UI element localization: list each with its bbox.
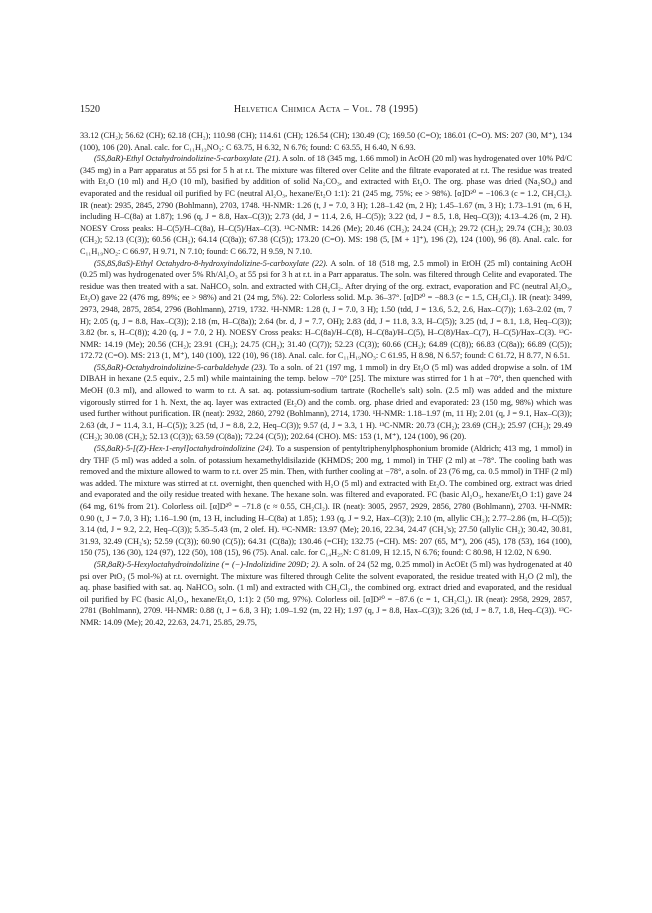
paragraph-compound-24 (80, 443, 572, 559)
article-body (80, 130, 572, 629)
compound-title: (5R,8aR)-5-Hexyloctahydroindolizine (= (−)-Indolizidine 209D; 2). (94, 559, 321, 569)
paragraph-compound-23 (80, 362, 572, 443)
paragraph-text: A soln. of 18 (345 mg, 1.66 mmol) in AcOH (20 ml) was hydrogenated over 10% Pd/C (345 mg) in a Parr apparatus at 55 psi for 5 h at r.t. The mixture was filtered over Celite and the filtrate evaporated at r.t. The residue was treated with Et₂O (10 ml) and H₂O (10 ml), basified by addition of solid Na₂CO₃, and extracted with Et₂O. The org. phase was dried (Na₂SO₄) and evaporated and the residual oil purified by FC (neutral Al₂O₃, hexane/Et₂O 1:1): 21 (245 mg, 75%; ee > 98%). [α]D²⁰ = −106.3 (c = 1.2, CH₂Cl₂). IR (neat): 2935, 2845, 2790 (Bohlmann), 2703, 1748. ¹H-NMR: 1.26 (t, J = 7.0, 3 H); 1.28–1.42 (m, 2 H); 1.45–1.67 (m, 3 H); 1.73–1.91 (m, 6 H, including H–C(8a) at 1.87); 1.96 (q, J = 8.8, Hax–C(3)); 2.73 (dd, J = 11.4, 2.6, H–C(5)); 3.22 (td, J = 8.5, 1.8, Heq–C(3)); 4.13–4.26 (m, 2 H). NOESY Cross peaks: H–C(5)/H–C(8a), H–C(5)/Hax–C(3). ¹³C-NMR: 14.26 (Me); 20.46 (CH₂); 24.24 (CH₂); 29.72 (CH₂); 29.74 (CH₂); 30.03 (CH₂); 52.13 (C(3)); 60.56 (CH₂); 64.14 (C(8a)); 67.38 (C(5)); 173.20 (C=O). MS: 198 (5, [M + 1]⁺), 196 (2), 124 (100), 96 (8). Anal. calc. for C₁₁H₁₉NO₂: C 66.97, H 9.71, N 7.10; found: C 66.72, H 9.59, N 7.10. (80, 154, 573, 256)
paragraph-compound-2 (80, 559, 572, 629)
paragraph-text: To a suspension of pentyltriphenylphosphonium bromide (Aldrich; 413 mg, 1 mmol) in dry THF (5 ml) was added a soln. of potassium hexamethyldisilazide (KHMDS; 200 mg, 1 mmol) in THF (2 ml) at −78°. The cooling bath was removed and the mixture allowed to warm to r.t. over 25 min. Then, with further cooling at −78°, a soln. of 23 (76 mg, ca. 0.5 mmol) in THF (2 ml) was added. The mixture was stirred at r.t. overnight, then quenched with H₂O (5 ml) and extracted with Et₂O. The combined org. extract was dried and evaporated and the oily residue treated with hexane. The hexane soln. was filtered and evaporated. FC (basic Al₂O₃, hexane/Et₂O 1:1) gave 24 (64 mg, 61% from 21). Colorless oil. [α]D²⁰ = −71.8 (c ≈ 0.55, CH₂Cl₂). IR (neat): 3005, 2957, 2929, 2856, 2780 (Bohlmann), 2703. ¹H-NMR: 0.90 (t, J = 7.0, 3 H); 1.16–1.90 (m, 13 H, including H–C(8a) at 1.85); 1.93 (q, J = 9.2, Hax–C(3)); 2.10 (m, allylic CH₂); 2.77–2.86 (m, H–C(5)); 3.14 (td, J = 9.2, 2.2, Heq–C(3)); 5.35–5.43 (m, 2 olef. H). ¹³C-NMR: 13.97 (Me); 20.16, 22.34, 24.47 (CH₂'s); 27.50 (allylic CH₂); 30.42, 30.81, 31.93, 32.49 (CH₂'s); 52.59 (C(3)); 60.90 (C(5)); 64.31 (C(8a)); 130.46 (=CH); 132.75 (=CH). MS: 207 (65, M⁺), 206 (45), 178 (53), 164 (100), 150 (75), 136 (30), 124 (97), 122 (50), 108 (15), 96 (75). Anal. calc. for C₁₄H₂₅N: C 81.09, H 12.15, N 6.76; found: C 80.98, H 12.02, N 6.90. (80, 444, 572, 558)
compound-title: (5S,8aR)-Octahydroindolizine-5-carbaldehyde (23). (94, 362, 268, 372)
paragraph-compound-21 (80, 153, 572, 257)
paragraph-text: 33.12 (CH₂); 56.62 (CH); 62.18 (CH₂); 110.98 (CH); 114.61 (CH); 126.54 (CH); 130.49 (C); 169.50 (C=O); 186.01 (C=O). MS: 207 (30, M⁺), 134 (100), 106 (20). Anal. calc. for C₁₁H₁₃NO₃: C 63.75, H 6.32, N 6.76; found: C 63.55, H 6.40, N 6.93. (80, 131, 572, 152)
page-number: 1520 (80, 104, 100, 115)
paragraph-text: To a soln. of 21 (197 mg, 1 mmol) in dry Et₂O (5 ml) was added dropwise a soln. of 1M DIBAH in hexane (2.5 equiv., 2.5 ml) while maintaining the temp. below −70° [25]. The mixture was stirred for 1 h at −70°, then quenched with MeOH (0.3 ml), and allowed to warm to r.t. A sat. aq. potassium-sodium tartrate (Rochelle's salt) soln. (2.5 ml) was added and the mixture vigorously stirred for 1 h. Next, the aq. layer was extracted (Et₂O) and the comb. org. phase dried and evaporated: 23 (150 mg, 98%) which was used further without purification. IR (neat): 2932, 2860, 2792 (Bohlmann), 2714, 1730. ¹H-NMR: 1.18–1.97 (m, 11 H); 2.01 (q, J = 9.1, Hax–C(3)); 2.63 (dt, J = 11.4, 3.1, H–C(5)); 3.25 (td, J = 8.8, 2.2, Heq–C(3)); 9.57 (d, J = 3.3, 1 H). ¹³C-NMR: 20.73 (CH₂); 23.69 (CH₂); 25.97 (CH₂); 29.49 (CH₂); 30.08 (CH₂); 52.13 (C(3)); 63.59 (C(8a)); 72.24 (C(5)); 202.64 (CHO). MS: 153 (1, M⁺), 124 (100), 96 (20). (80, 362, 573, 442)
compound-title: (5S,8aR)-5-[(Z)-Hex-1-enyl]octahydroindolizine (24). (94, 444, 274, 454)
paragraph-text: A soln. of 18 (518 mg, 2.5 mmol) in EtOH (25 ml) containing AcOH (0.25 ml) was hydrogenated over 5% Rh/Al₂O₃ at 55 psi for 3 h at r.t. in a Parr apparatus. The soln. was filtered through Celite and evaporated. The residue was then treated with a sat. NaHCO₃ soln. and extracted with CH₂Cl₂. After drying of the org. extract, evaporation and FC (neutral Al₂O₃, Et₂O) gave 22 (476 mg, 89%; ee > 98%) and 21 (24 mg, 5%). 22: Colorless solid. M.p. 36–37°. [α]D²⁰ = −88.3 (c = 1.5, CH₂Cl₂). IR (neat): 3499, 2973, 2948, 2875, 2854, 2796 (Bohlmann), 2719, 1732. ¹H-NMR: 1.28 (t, J = 7.0, 3 H); 1.50 (tdd, J = 13.6, 5.2, 2.6, Hax–C(7)); 1.63–2.02 (m, 7 H); 2.05 (q, J = 8.8, Hax–C(3)); 2.18 (m, H–C(8a)); 2.64 (br. d, J = 7.7, OH); 2.83 (dd, J = 11.8, 3.3, H–C(5)); 3.25 (td, J = 8.1, 1.8, Heq–C(3)); 3.82 (br. s, H–C(8)); 4.20 (q, J = 7.0, 2 H). NOESY Cross peaks: H–C(8a)/H–C(8), H–C(8a)/H–C(5), H–C(8)/Hax–C(7), H–C(5)/Hax–C(3). ¹³C-NMR: 14.19 (Me); 20.56 (CH₂); 23.91 (CH₂); 24.75 (CH₂); 31.40 (C(7)); 52.23 (C(3)); 60.66 (CH₂); 64.89 (C(8)); 66.83 (C(8a)); 66.89 (C(5)); 172.72 (C=O). MS: 213 (1, M⁺), 140 (100), 122 (10), 96 (18). Anal. calc. for C₁₁H₁₉NO₃: C 61.95, H 8.98, N 6.57; found: C 61.72, H 8.77, N 6.51. (80, 258, 572, 361)
compound-title: (5S,8aR)-Ethyl Octahydroindolizine-5-carboxylate (21). (94, 154, 281, 164)
compound-title: (5S,8S,8aS)-Ethyl Octahydro-8-hydroxyindolizine-5-carboxylate (22). (94, 258, 328, 268)
journal-title: Helvetica Chimica Acta – Vol. 78 (1995) (233, 104, 419, 115)
paragraph-text: A soln. of 24 (52 mg, 0.25 mmol) in AcOEt (5 ml) was hydrogenated at 40 psi over PtO₂ (5 mol-%) at r.t. overnight. The mixture was filtered through Celite the solvent evaporated, the residue treated with H₂O (2 ml), the aq. phase basified with sat. aq. NaHCO₃ soln. (1 ml) and extracted with CH₂Cl₂, the combined org. extract dried and evaporated, and the residual oil purified by FC (basic Al₂O₃, hexane/Et₂O, 1:1): 2 (50 mg, 97%). Colorless oil. [α]D²⁰ = −87.6 (c = 1, CH₂Cl₂). IR (neat): 2958, 2929, 2857, 2781 (Bohlmann), 2709. ¹H-NMR: 0.88 (t, J = 6.8, 3 H); 1.09–1.92 (m, 22 H); 1.97 (q, J = 8.8, Hax–C(3)); 3.26 (td, J = 8.7, 1.8, Heq–C(3)). ¹³C-NMR: 14.09 (Me); 20.42, 22.63, 24.71, 25.85, 29.75, (80, 559, 572, 627)
paragraph-compound-22 (80, 258, 572, 362)
paragraph-continuation (80, 130, 572, 153)
